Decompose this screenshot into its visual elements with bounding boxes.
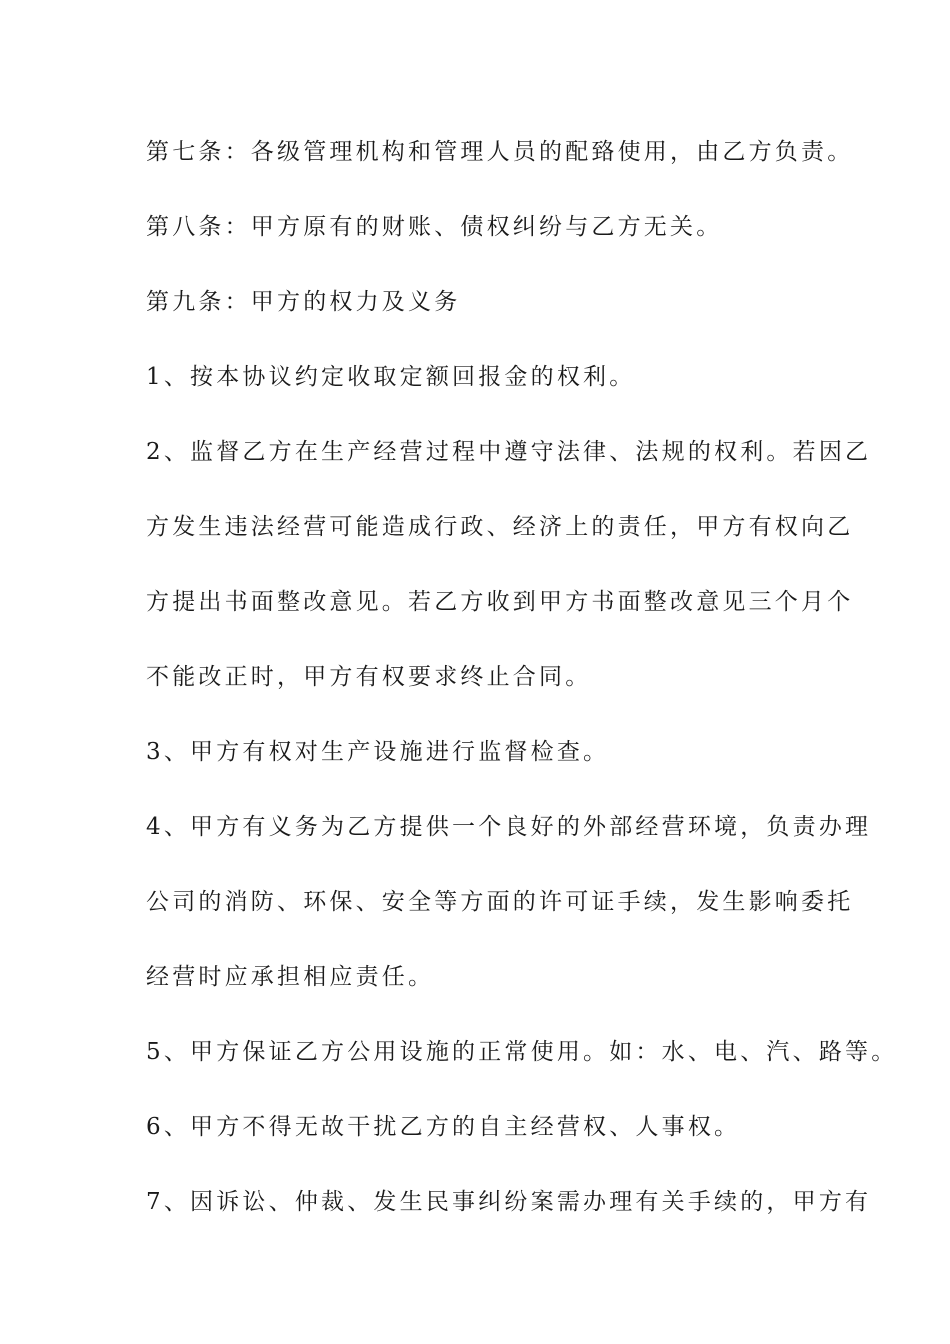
- clause-1-text: 1、按本协议约定收取定额回报金的权利。: [146, 364, 636, 390]
- clause-5-text: 5、甲方保证乙方公用设施的正常使用。如：水、电、汽、路等。: [146, 1039, 898, 1065]
- clause-2-line-1: 2、监督乙方在生产经营过程中遵守法律、法规的权利。若因乙: [146, 439, 872, 465]
- clause-2-line-3: 方提出书面整改意见。若乙方收到甲方书面整改意见三个月个: [146, 589, 854, 615]
- article-8-text: 第八条：甲方原有的财账、债权纠纷与乙方无关。: [146, 214, 723, 240]
- clause-4-line-3: 经营时应承担相应责任。: [146, 964, 435, 990]
- clause-3-text: 3、甲方有权对生产设施进行监督检查。: [146, 739, 610, 765]
- clause-4-line-2: 公司的消防、环保、安全等方面的许可证手续，发生影响委托: [146, 889, 854, 915]
- clause-2-line-4: 不能改正时，甲方有权要求终止合同。: [146, 664, 592, 690]
- clause-4-line-1: 4、甲方有义务为乙方提供一个良好的外部经营环境，负责办理: [146, 814, 872, 840]
- clause-2-line-2: 方发生违法经营可能造成行政、经济上的责任，甲方有权向乙: [146, 514, 854, 540]
- clause-7-line-1: 7、因诉讼、仲裁、发生民事纠纷案需办理有关手续的，甲方有: [146, 1189, 872, 1215]
- article-7-text: 第七条：各级管理机构和管理人员的配臵使用，由乙方负责。: [146, 139, 854, 165]
- article-9-heading: 第九条：甲方的权力及义务: [146, 289, 461, 315]
- clause-6-text: 6、甲方不得无故干扰乙方的自主经营权、人事权。: [146, 1114, 741, 1140]
